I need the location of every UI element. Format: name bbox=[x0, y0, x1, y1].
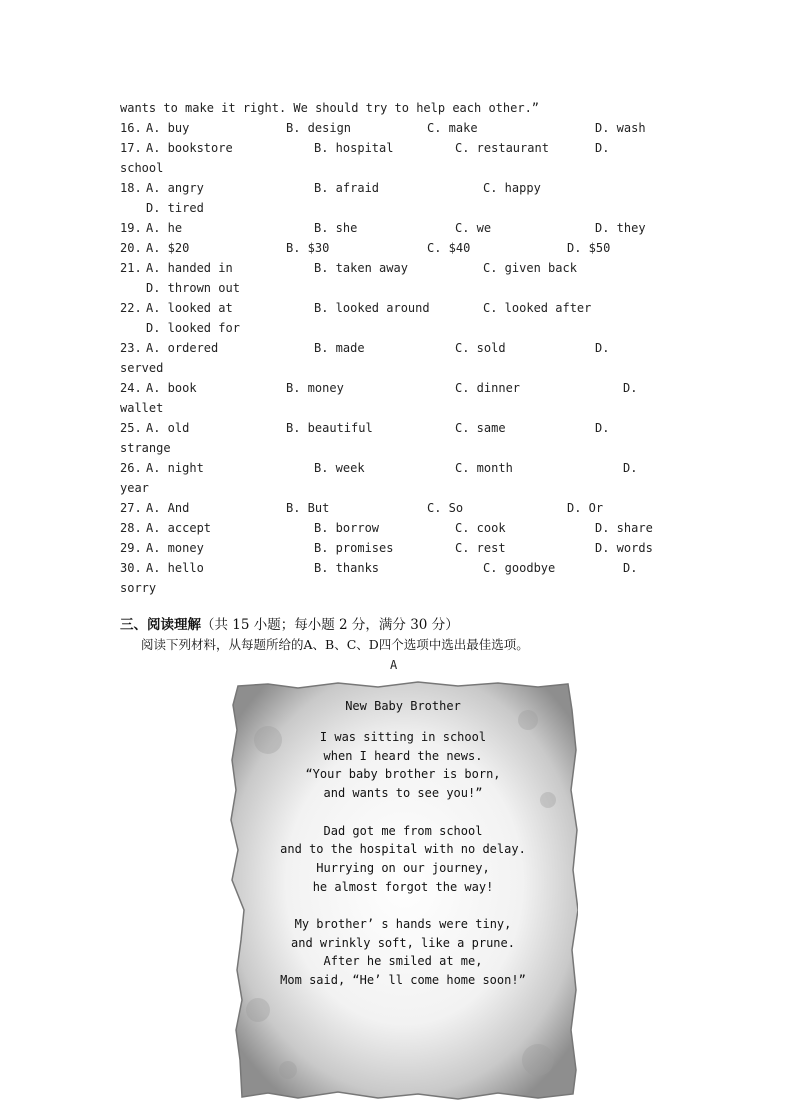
poem-line: My brother’ s hands were tiny, bbox=[294, 917, 512, 931]
option-d: D. bbox=[595, 421, 610, 435]
question-number: 29. bbox=[120, 541, 142, 555]
option-c: C. So bbox=[427, 501, 464, 515]
option-b: B. made bbox=[314, 341, 365, 355]
option-c: C. goodbye bbox=[483, 561, 556, 575]
option-a: A. accept bbox=[146, 521, 212, 535]
option-d: D. bbox=[623, 561, 638, 575]
option-d: D. share bbox=[595, 521, 653, 535]
poem-line: and wrinkly soft, like a prune. bbox=[291, 935, 515, 950]
option-a: A. night bbox=[146, 461, 204, 475]
option-b: B. $30 bbox=[286, 241, 330, 255]
option-a: A. buy bbox=[146, 121, 190, 135]
section-scoring: （共 15 小题；每小题 2 分，满分 30 分） bbox=[201, 617, 459, 633]
option-d: D. bbox=[595, 141, 610, 155]
option-c: C. $40 bbox=[427, 241, 471, 255]
poem bbox=[228, 698, 578, 990]
option-c: C. sold bbox=[455, 341, 506, 355]
question-number: 20. bbox=[120, 241, 142, 255]
option-c: C. cook bbox=[455, 521, 506, 535]
option-a: A. hello bbox=[146, 561, 204, 575]
option-b: B. hospital bbox=[314, 141, 394, 155]
option-c: C. looked after bbox=[483, 301, 592, 315]
question-number: 19. bbox=[120, 221, 142, 235]
option-d: D. Or bbox=[567, 501, 604, 515]
option-a: A. And bbox=[146, 501, 190, 515]
option-a: A. money bbox=[146, 541, 204, 555]
option-d: D. bbox=[623, 461, 638, 475]
option-c: C. dinner bbox=[455, 381, 521, 395]
option-d-wrap: wallet bbox=[120, 401, 164, 415]
option-a: A. bookstore bbox=[146, 141, 233, 155]
poem-line: and wants to see you!” bbox=[323, 786, 483, 801]
option-d: D. bbox=[595, 341, 610, 355]
question-number: 21. bbox=[120, 261, 142, 275]
option-d-wrap: strange bbox=[120, 441, 171, 455]
option-a: A. looked at bbox=[146, 301, 233, 315]
option-b: B. thanks bbox=[314, 561, 380, 575]
option-d: D. thrown out bbox=[146, 281, 240, 295]
question-number: 26. bbox=[120, 461, 142, 475]
option-b: B. design bbox=[286, 121, 352, 135]
poem-line: Mom said, “He’ ll come home soon!” bbox=[280, 973, 526, 988]
poem-line: Hurrying on our journey, bbox=[316, 860, 490, 875]
section-instruction: 阅读下列材料，从每题所给的A、B、C、D四个选项中选出最佳选项。 bbox=[141, 637, 529, 652]
question-number: 30. bbox=[120, 561, 142, 575]
stanza-gap bbox=[228, 803, 578, 822]
option-a: A. $20 bbox=[146, 241, 190, 255]
option-a: A. old bbox=[146, 421, 190, 435]
poem-line: I was sitting in school bbox=[319, 730, 487, 744]
option-b: B. looked around bbox=[314, 301, 430, 315]
question-number: 17. bbox=[120, 141, 142, 155]
option-d: D. tired bbox=[146, 201, 204, 215]
option-b: B. she bbox=[314, 221, 358, 235]
poem-line: he almost forgot the way! bbox=[312, 879, 494, 894]
question-number: 18. bbox=[120, 181, 142, 195]
continuation-line: wants to make it right. We should try to help each other.” bbox=[120, 101, 540, 115]
option-d-wrap: sorry bbox=[120, 581, 157, 595]
option-b: B. borrow bbox=[314, 521, 380, 535]
poem-line: when I heard the news. bbox=[323, 748, 483, 763]
passage-label: A bbox=[390, 658, 398, 672]
poem-line: and to the hospital with no delay. bbox=[280, 842, 526, 857]
poem-line: “Your baby brother is born, bbox=[305, 767, 501, 782]
option-d: D. words bbox=[595, 541, 653, 555]
option-d: D. looked for bbox=[146, 321, 240, 335]
stanza-gap bbox=[228, 896, 578, 915]
poem-line: After he smiled at me, bbox=[323, 954, 483, 969]
poem-line: Dad got me from school bbox=[323, 823, 483, 838]
option-c: C. happy bbox=[483, 181, 541, 195]
option-a: A. he bbox=[146, 221, 183, 235]
option-d: D. bbox=[623, 381, 638, 395]
option-d: D. $50 bbox=[567, 241, 611, 255]
option-c: C. make bbox=[427, 121, 478, 135]
section-title: 三、阅读理解 bbox=[120, 617, 201, 633]
option-b: B. taken away bbox=[314, 261, 408, 275]
option-d: D. wash bbox=[595, 121, 646, 135]
section-heading bbox=[120, 613, 459, 633]
option-a: A. ordered bbox=[146, 341, 219, 355]
option-c: C. given back bbox=[483, 261, 577, 275]
option-a: A. book bbox=[146, 381, 197, 395]
option-b: B. beautiful bbox=[286, 421, 373, 435]
option-b: B. afraid bbox=[314, 181, 380, 195]
question-number: 25. bbox=[120, 421, 142, 435]
question-number: 16. bbox=[120, 121, 142, 135]
option-a: A. angry bbox=[146, 181, 204, 195]
option-c: C. same bbox=[455, 421, 506, 435]
option-d-wrap: year bbox=[120, 481, 149, 495]
option-c: C. rest bbox=[455, 541, 506, 555]
question-number: 27. bbox=[120, 501, 142, 515]
option-c: C. we bbox=[455, 221, 492, 235]
option-c: C. restaurant bbox=[455, 141, 549, 155]
option-b: B. But bbox=[286, 501, 330, 515]
poem-stanzas bbox=[228, 728, 578, 990]
option-d-wrap: school bbox=[120, 161, 164, 175]
option-c: C. month bbox=[455, 461, 513, 475]
question-number: 24. bbox=[120, 381, 142, 395]
option-d: D. they bbox=[595, 221, 646, 235]
option-b: B. money bbox=[286, 381, 344, 395]
option-a: A. handed in bbox=[146, 261, 233, 275]
question-number: 28. bbox=[120, 521, 142, 535]
poem-title: New Baby Brother bbox=[345, 699, 461, 713]
option-d-wrap: served bbox=[120, 361, 164, 375]
option-b: B. promises bbox=[314, 541, 394, 555]
question-number: 23. bbox=[120, 341, 142, 355]
question-number: 22. bbox=[120, 301, 142, 315]
option-b: B. week bbox=[314, 461, 365, 475]
